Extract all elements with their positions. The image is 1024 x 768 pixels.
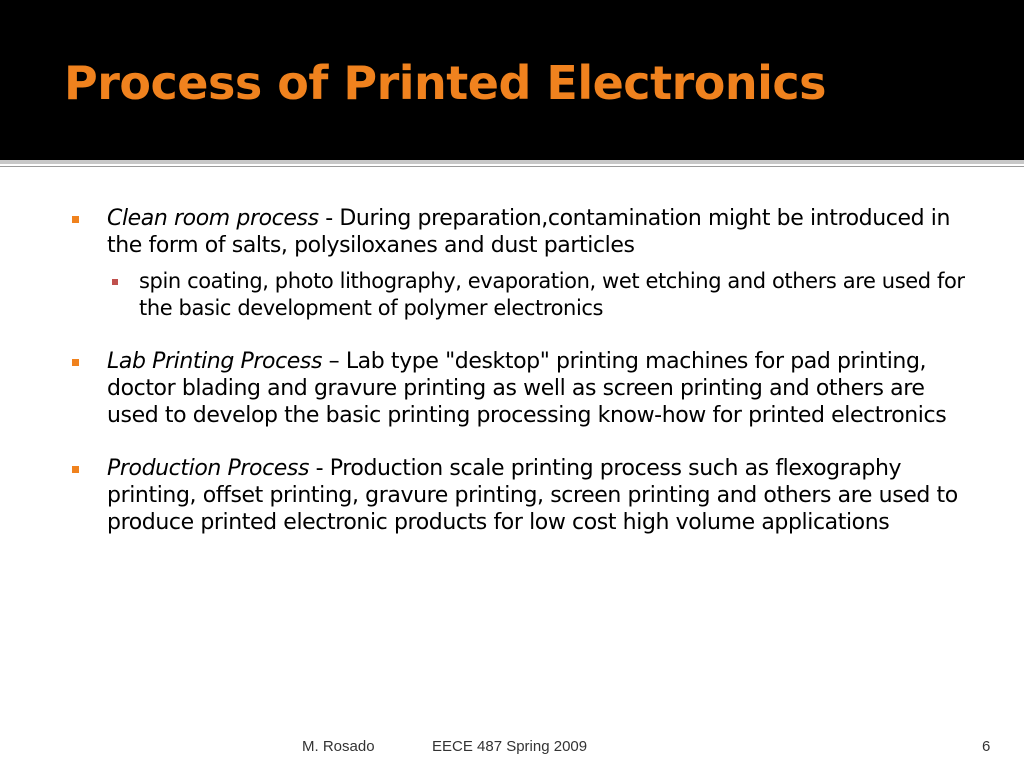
bullet-lab-printing: [70, 348, 970, 429]
bullet-separator: -: [309, 456, 330, 481]
slide-title: Process of Printed Electronics: [64, 56, 827, 110]
sub-bullet-text: spin coating, photo lithography, evaporation, wet etching and others are used for the basic development of polymer electronics: [139, 269, 965, 320]
divider-line-thin: [0, 166, 1024, 167]
bullet-term: Lab Printing Process: [107, 349, 323, 374]
bullet-text: Production scale printing process such as flexography printing, offset printing, gravure printing, screen printing and others are used to produce printed electronic products for low cost high volume applications: [107, 456, 958, 535]
bullet-term: Clean room process: [107, 206, 319, 231]
square-bullet-icon: [72, 466, 79, 473]
bullet-clean-room: [70, 205, 970, 322]
footer-author: M. Rosado: [302, 738, 375, 755]
bullet-text: Lab type "desktop" printing machines for pad printing, doctor blading and gravure printing as well as screen printing and others are used to develop the basic printing processing know-how for printed electronics: [107, 349, 947, 428]
divider-line: [0, 160, 1024, 164]
sub-bullet: [107, 268, 970, 322]
footer-course: EECE 487 Spring 2009: [432, 738, 588, 755]
square-bullet-icon: [72, 359, 79, 366]
slide-number: 6: [982, 738, 991, 755]
bullet-term: Production Process: [107, 456, 310, 481]
bullet-production: [70, 455, 970, 536]
bullet-separator: –: [322, 349, 346, 374]
bullet-text: During preparation,contamination might be introduced in the form of salts, polysiloxanes and dust particles: [107, 206, 951, 258]
square-bullet-icon: [72, 216, 79, 223]
small-square-bullet-icon: [112, 279, 118, 285]
slide-content: [70, 205, 970, 536]
title-bar: [0, 0, 1024, 160]
bullet-separator: -: [318, 206, 340, 231]
